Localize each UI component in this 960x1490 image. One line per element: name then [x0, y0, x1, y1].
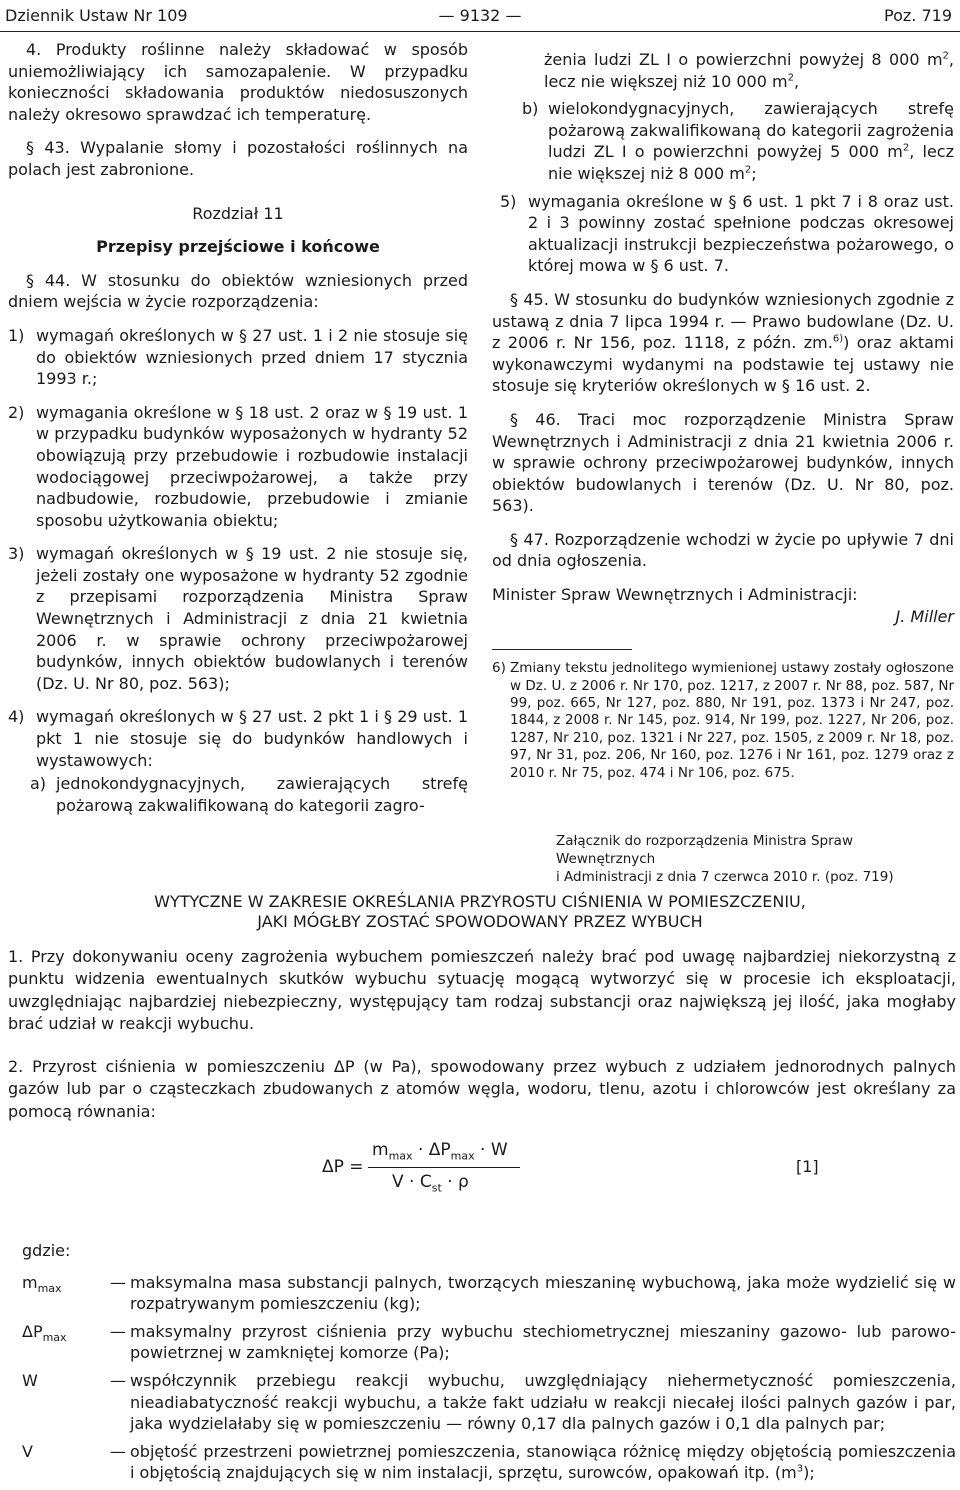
paragraph-44: § 44. W stosunku do obiektów wzniesionych przed dniem wejścia w życie rozporządzenia: — [8, 270, 468, 312]
definition-row: V — objętość przestrzeni powietrznej pomieszczenia, stanowiąca różnicę między objętością pomieszczenia i objętością znajdujących się w nim instalacji, sprzętu, surowców, opakowań itp. $(m^3)$; — [22, 1441, 956, 1483]
footnote-rule — [492, 649, 632, 650]
sub-item-a-continued: żenia ludzi ZL I o powierzchni powyżej 8 000 $m^2$, lecz nie większej niż 10 000 $m^2$, — [544, 50, 954, 91]
equation-number: [1] — [796, 1157, 819, 1176]
definition-row: $m_{max}$ — maksymalna masa substancji palnych, tworzących mieszaninę wybuchową, jaka może wydzielić się w rozpatrywanym pomieszczeniu (kg); — [22, 1272, 956, 1314]
minister-line: Minister Spraw Wewnętrznych i Administracji: — [492, 585, 858, 605]
fraction-line — [368, 1167, 520, 1168]
definitions — [22, 1240, 956, 1490]
sub-item-a: a) jednokondygnacyjnych, zawierających strefę pożarową zakwalifikowaną do kategorii zagro- — [30, 774, 468, 815]
list-item: 3) wymagań określonych w § 19 ust. 2 nie stosuje się, jeżeli zostały one wyposażone w hydranty 52 zgodnie z przepisami rozporządzenia Ministra Spraw Wewnętrznych i Administracji z dnia 21 kwietnia 2006 r. w sprawie ochrony przeciwpożarowej budynków, innych obiektów budowlanych i terenów (Dz. U. Nr 80, poz. 563); — [8, 544, 468, 693]
guideline-point-1: 1. Przy dokonywaniu oceny zagrożenia wybuchem pomieszczeń należy brać pod uwagę najbardziej niekorzystną z punktu widzenia ewentualnych skutków wybuchu sytuację mogącą wytworzyć się w procesie ich eksploatacji, uwzględniając najbardziej niebezpieczny, występujący tam rodzaj substancji oraz największą jej ilość, jaka mogłaby brać udział w reakcji wybuchu. — [8, 947, 956, 1034]
list-item: 1) wymagań określonych w § 27 ust. 1 i 2 nie stosuje się do obiektów wzniesionych przed dniem 17 stycznia 1993 r.; — [8, 325, 468, 389]
guidelines-title: WYTYCZNE W ZAKRESIE OKREŚLANIA PRZYROSTU CIŚNIENIA W POMIESZCZENIU, JAKI MÓGŁBY ZOSTAĆ SPOWODOWANY PRZEZ WYBUCH — [154, 892, 806, 931]
chapter-number: Rozdział 11 — [192, 203, 284, 223]
annex-heading: Załącznik do rozporządzenia Ministra Spraw Wewnętrznych i Administracji z dnia 7 czerwca 2010 r. (poz. 719) — [556, 833, 894, 885]
position-number: Poz. 719 — [884, 6, 952, 25]
paragraph-46: § 46. Traci moc rozporządzenie Ministra Spraw Wewnętrznych i Administracji z dnia 21 kwietnia 2006 r. w sprawie ochrony przeciwpożarowej budynków, innych obiektów budowlanych i terenów (Dz. U. Nr 80, poz. 563). — [492, 409, 954, 516]
right-column — [492, 49, 954, 782]
list-item: 4) wymagań określonych w § 27 ust. 2 pkt 1 i § 29 ust. 1 pkt 1 nie stosuje się do budynków handlowych i wystawowych: — [8, 707, 468, 770]
paragraph-products: 4. Produkty roślinne należy składować w sposób uniemożliwiający ich samozapalenie. W przypadku konieczności składowania produktów niedosuszonych należy okresowo sprawdzać ich temperaturę. — [8, 40, 468, 124]
definition-row: W — współczynnik przebiegu reakcji wybuchu, uwzględniający niehermetyczność pomieszczenia, nieadiabatyczność reakcji wybuchu, a także fakt udziału w reakcji niecałej ilości palnych gazów i par, jaka wydzielałaby się w pomieszczeniu — równy 0,17 dla palnych gazów i 0,1 dla palnych par; — [22, 1370, 956, 1434]
guideline-point-2: 2. Przyrost ciśnienia w pomieszczeniu ΔP (w Pa), spowodowany przez wybuch z udziałem jednorodnych palnych gazów lub par o cząsteczkach zbudowanych z atomów węgla, wodoru, tlenu, azotu i chlorowców jest określany za pomocą równania: — [8, 1057, 956, 1121]
header-rule — [0, 31, 960, 32]
list-item: 2) wymagania określone w § 18 ust. 2 oraz w § 19 ust. 1 w przypadku budynków wyposażonych w hydranty 52 obowiązują przy przebudowie i rozbudowie instalacji wodociągowej przeciwpożarowej, a także przy nadbudowie, rozbudowie, przebudowie i zmianie sposobu użytkowania obiektu; — [8, 402, 468, 530]
paragraph-47: § 47. Rozporządzenie wchodzi w życie po upływie 7 dni od dnia ogłoszenia. — [492, 529, 954, 571]
definition-row: $\Delta P_{max}$ — maksymalny przyrost ciśnienia przy wybuchu stechiometrycznej mieszaniny gazowo- lub parowo-powietrznej w zamkniętej komorze (Pa); — [22, 1321, 956, 1363]
paragraph-43: § 43. Wypalanie słomy i pozostałości roślinnych na polach jest zabronione. — [8, 138, 468, 179]
left-column — [8, 39, 468, 816]
chapter-title: Przepisy przejściowe i końcowe — [96, 237, 380, 257]
page-number: — 9132 — — [438, 6, 522, 25]
signature: J. Miller — [895, 606, 954, 626]
paragraph-45: § 45. W stosunku do budynków wzniesionych zgodnie z ustawą z dnia 7 lipca 1994 r. — Prawo budowlane (Dz. U. z 2006 r. Nr 156, poz. 1118, z późn. zm.$^{6)}$) oraz aktami wykonawczymi wydanymi na podstawie tej ustawy nie stosuje się kryteriów określonych w § 16 ust. 2. — [492, 289, 955, 396]
footnote: 6) Zmiany tekstu jednolitego wymienionej ustawy zostały ogłoszone w Dz. U. z 2006 r. Nr 170, poz. 1217, z 2007 r. Nr 88, poz. 587, Nr 99, poz. 665, Nr 127, poz. 880, Nr 191, poz. 1373 i Nr 247, poz. 1844, z 2008 r. Nr 145, poz. 914, Nr 199, poz. 1227, Nr 206, poz. 1287, Nr 210, poz. 1321 i Nr 227, poz. 1505, z 2009 r. Nr 18, poz. 97, Nr 31, poz. 206, Nr 160, poz. 1276 i Nr 161, poz. 1279 oraz z 2010 r. Nr 75, poz. 474 i Nr 106, poz. 675. — [492, 660, 954, 781]
list-item: 5) wymagania określone w § 6 ust. 1 pkt 7 i 8 oraz ust. 2 i 3 powinny zostać spełnione podczas okresowej aktualizacji instrukcji bezpieczeństwa pożarowego, o której mowa w § 6 ust. 7. — [500, 191, 954, 276]
journal-title: Dziennik Ustaw Nr 109 — [5, 6, 188, 25]
sub-item-b: b) wielokondygnacyjnych, zawierających strefę pożarową zakwalifikowaną do kategorii zagrożenia ludzi ZL I o powierzchni powyżej 5 000 $m^2$, lecz nie większej niż 8 000 $m^2$; — [522, 99, 955, 183]
where-label: gdzie: — [22, 1241, 71, 1260]
page-header — [0, 0, 960, 34]
